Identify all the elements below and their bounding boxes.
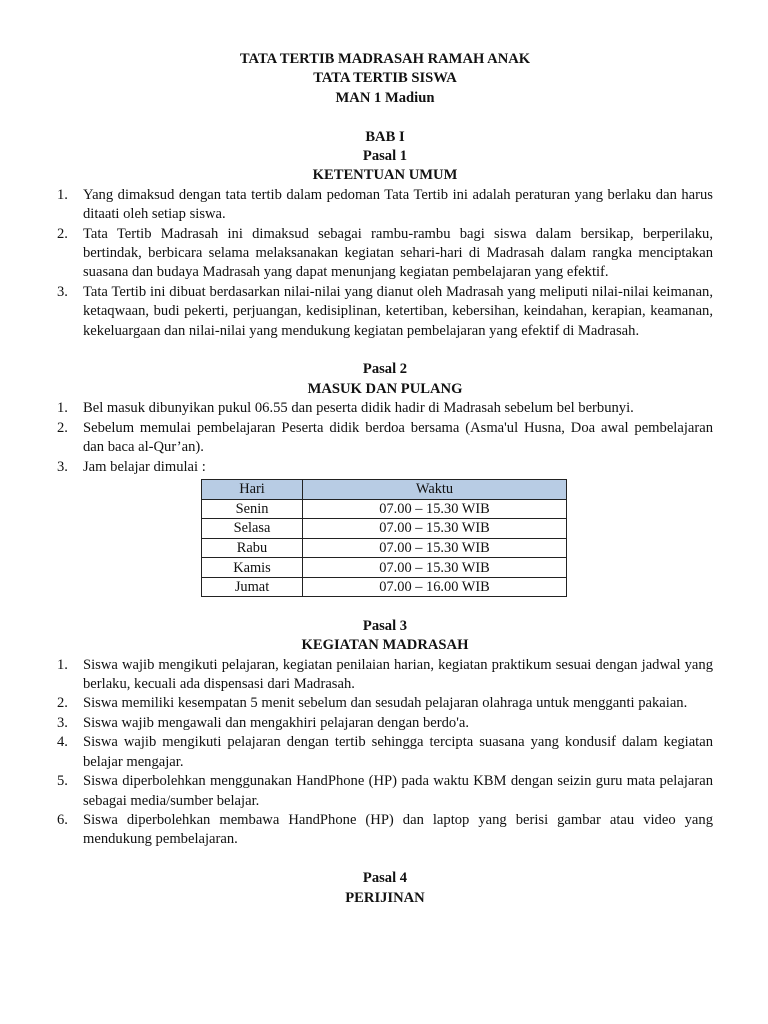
list-item-text: Tata Tertib ini dibuat berdasarkan nilai-nilai yang dianut oleh Madrasah yang meliputi nilai-nilai keimanan, ketaqwaan, budi pekerti, perjuangan, kedisiplinan, ketertiban, kebersihan, keindahan, kerapian, keamanan, kekeluargaan dan nilai-nilai yang mendukung kegiatan pembelajaran yang efektif di Madrasah. — [83, 283, 713, 339]
document-title: TATA TERTIB MADRASAH RAMAH ANAK — [239, 51, 531, 67]
table-cell-day: Kamis — [202, 558, 303, 578]
pasal-1-number: Pasal 1 — [362, 148, 408, 165]
list-item — [57, 772, 713, 811]
list-item — [57, 399, 713, 418]
list-item-text: Yang dimaksud dengan tata tertib dalam pedoman Tata Tertib ini adalah peraturan yang berlaku dan harus ditaati oleh setiap siswa. — [83, 186, 713, 223]
list-item-text: Siswa diperbolehkan membawa HandPhone (HP) dan laptop yang berisi gambar atau video yang mendukung pembelajaran. — [83, 811, 713, 848]
table-row — [202, 499, 567, 519]
list-item-number: 3. — [57, 714, 68, 731]
list-item-number: 6. — [57, 811, 68, 828]
table-cell-time: 07.00 – 15.30 WIB — [303, 499, 567, 519]
table-cell-day: Rabu — [202, 538, 303, 558]
schedule-table — [201, 479, 567, 598]
pasal-2-number: Pasal 2 — [362, 361, 408, 378]
list-item-number: 3. — [57, 283, 68, 300]
document-subtitle: TATA TERTIB SISWA — [313, 70, 457, 87]
list-item-text: Bel masuk dibunyikan pukul 06.55 dan peserta didik hadir di Madrasah sebelum bel berbunyi. — [83, 400, 634, 417]
school-name: MAN 1 Madiun — [335, 89, 435, 106]
list-item-text: Siswa wajib mengikuti pelajaran dengan tertib sehingga tercipta suasana yang kondusif dalam kegiatan belajar mengajar. — [83, 734, 713, 770]
list-item-number: 3. — [57, 458, 68, 475]
list-item-text: Siswa diperbolehkan menggunakan HandPhone (HP) pada waktu KBM dengan seizin guru mata pelajaran sebagai media/sumber belajar. — [83, 773, 713, 809]
list-item — [57, 656, 713, 695]
pasal-3-list — [57, 656, 713, 850]
list-item — [57, 186, 713, 225]
column-header-time: Waktu — [303, 479, 567, 499]
pasal-2-title: MASUK DAN PULANG — [307, 380, 463, 397]
table-row — [202, 558, 567, 578]
table-cell-time: 07.00 – 15.30 WIB — [303, 558, 567, 578]
table-row — [202, 577, 567, 597]
table-row — [202, 519, 567, 539]
list-item — [57, 225, 713, 283]
list-item-text: Siswa memiliki kesempatan 5 menit sebelum dan sesudah pelajaran olahraga untuk mengganti pakaian. — [83, 695, 688, 712]
list-item-text: Jam belajar dimulai : — [83, 458, 206, 475]
table-cell-day: Jumat — [202, 577, 303, 597]
pasal-4-title: PERIJINAN — [345, 889, 425, 906]
pasal-3-number: Pasal 3 — [362, 617, 408, 634]
chapter-heading: BAB I — [365, 128, 405, 145]
pasal-1-title: KETENTUAN UMUM — [312, 167, 458, 184]
table-cell-time: 07.00 – 15.30 WIB — [303, 538, 567, 558]
list-item — [57, 458, 713, 477]
table-cell-day: Senin — [202, 499, 303, 519]
list-item-number: 5. — [57, 773, 68, 790]
list-item-number: 1. — [57, 186, 68, 203]
table-cell-time: 07.00 – 16.00 WIB — [303, 577, 567, 597]
list-item-text: Siswa wajib mengikuti pelajaran, kegiatan penilaian harian, kegiatan praktikum sesuai dengan jadwal yang berlaku, kecuali ada dispensasi dari Madrasah. — [83, 656, 713, 693]
list-item-text: Tata Tertib Madrasah ini dimaksud sebagai rambu-rambu bagi siswa dalam bersikap, berperilaku, bertindak, berbicara selama melaksanakan kegiatan sehari-hari di Madrasah dalam rangka menciptakan suasana dan budaya Madrasah yang dapat menunjang kegiatan pembelajaran yang efektif. — [83, 225, 713, 281]
list-item — [57, 733, 713, 772]
list-item-text: Siswa wajib mengawali dan mengakhiri pelajaran dengan berdo'a. — [83, 714, 469, 731]
table-row — [202, 538, 567, 558]
table-cell-day: Selasa — [202, 519, 303, 539]
list-item-number: 2. — [57, 695, 68, 712]
list-item — [57, 283, 713, 341]
pasal-2-list — [57, 399, 713, 477]
list-item — [57, 811, 713, 850]
list-item-number: 2. — [57, 225, 68, 242]
list-item-number: 2. — [57, 419, 68, 436]
pasal-3-title: KEGIATAN MADRASAH — [301, 637, 469, 654]
list-item-text: Sebelum memulai pembelajaran Peserta didik berdoa bersama (Asma'ul Husna, Doa awal pembelajaran dan baca al-Qur’an). — [83, 419, 713, 456]
list-item-number: 4. — [57, 734, 68, 751]
table-cell-time: 07.00 – 15.30 WIB — [303, 519, 567, 539]
list-item — [57, 419, 713, 458]
pasal-4-number: Pasal 4 — [362, 870, 408, 887]
list-item — [57, 694, 713, 713]
document-page — [57, 50, 713, 908]
table-header-row — [202, 479, 567, 499]
column-header-day: Hari — [202, 479, 303, 499]
list-item-number: 1. — [57, 656, 68, 673]
list-item-number: 1. — [57, 400, 68, 417]
pasal-1-list — [57, 186, 713, 341]
list-item — [57, 714, 713, 733]
